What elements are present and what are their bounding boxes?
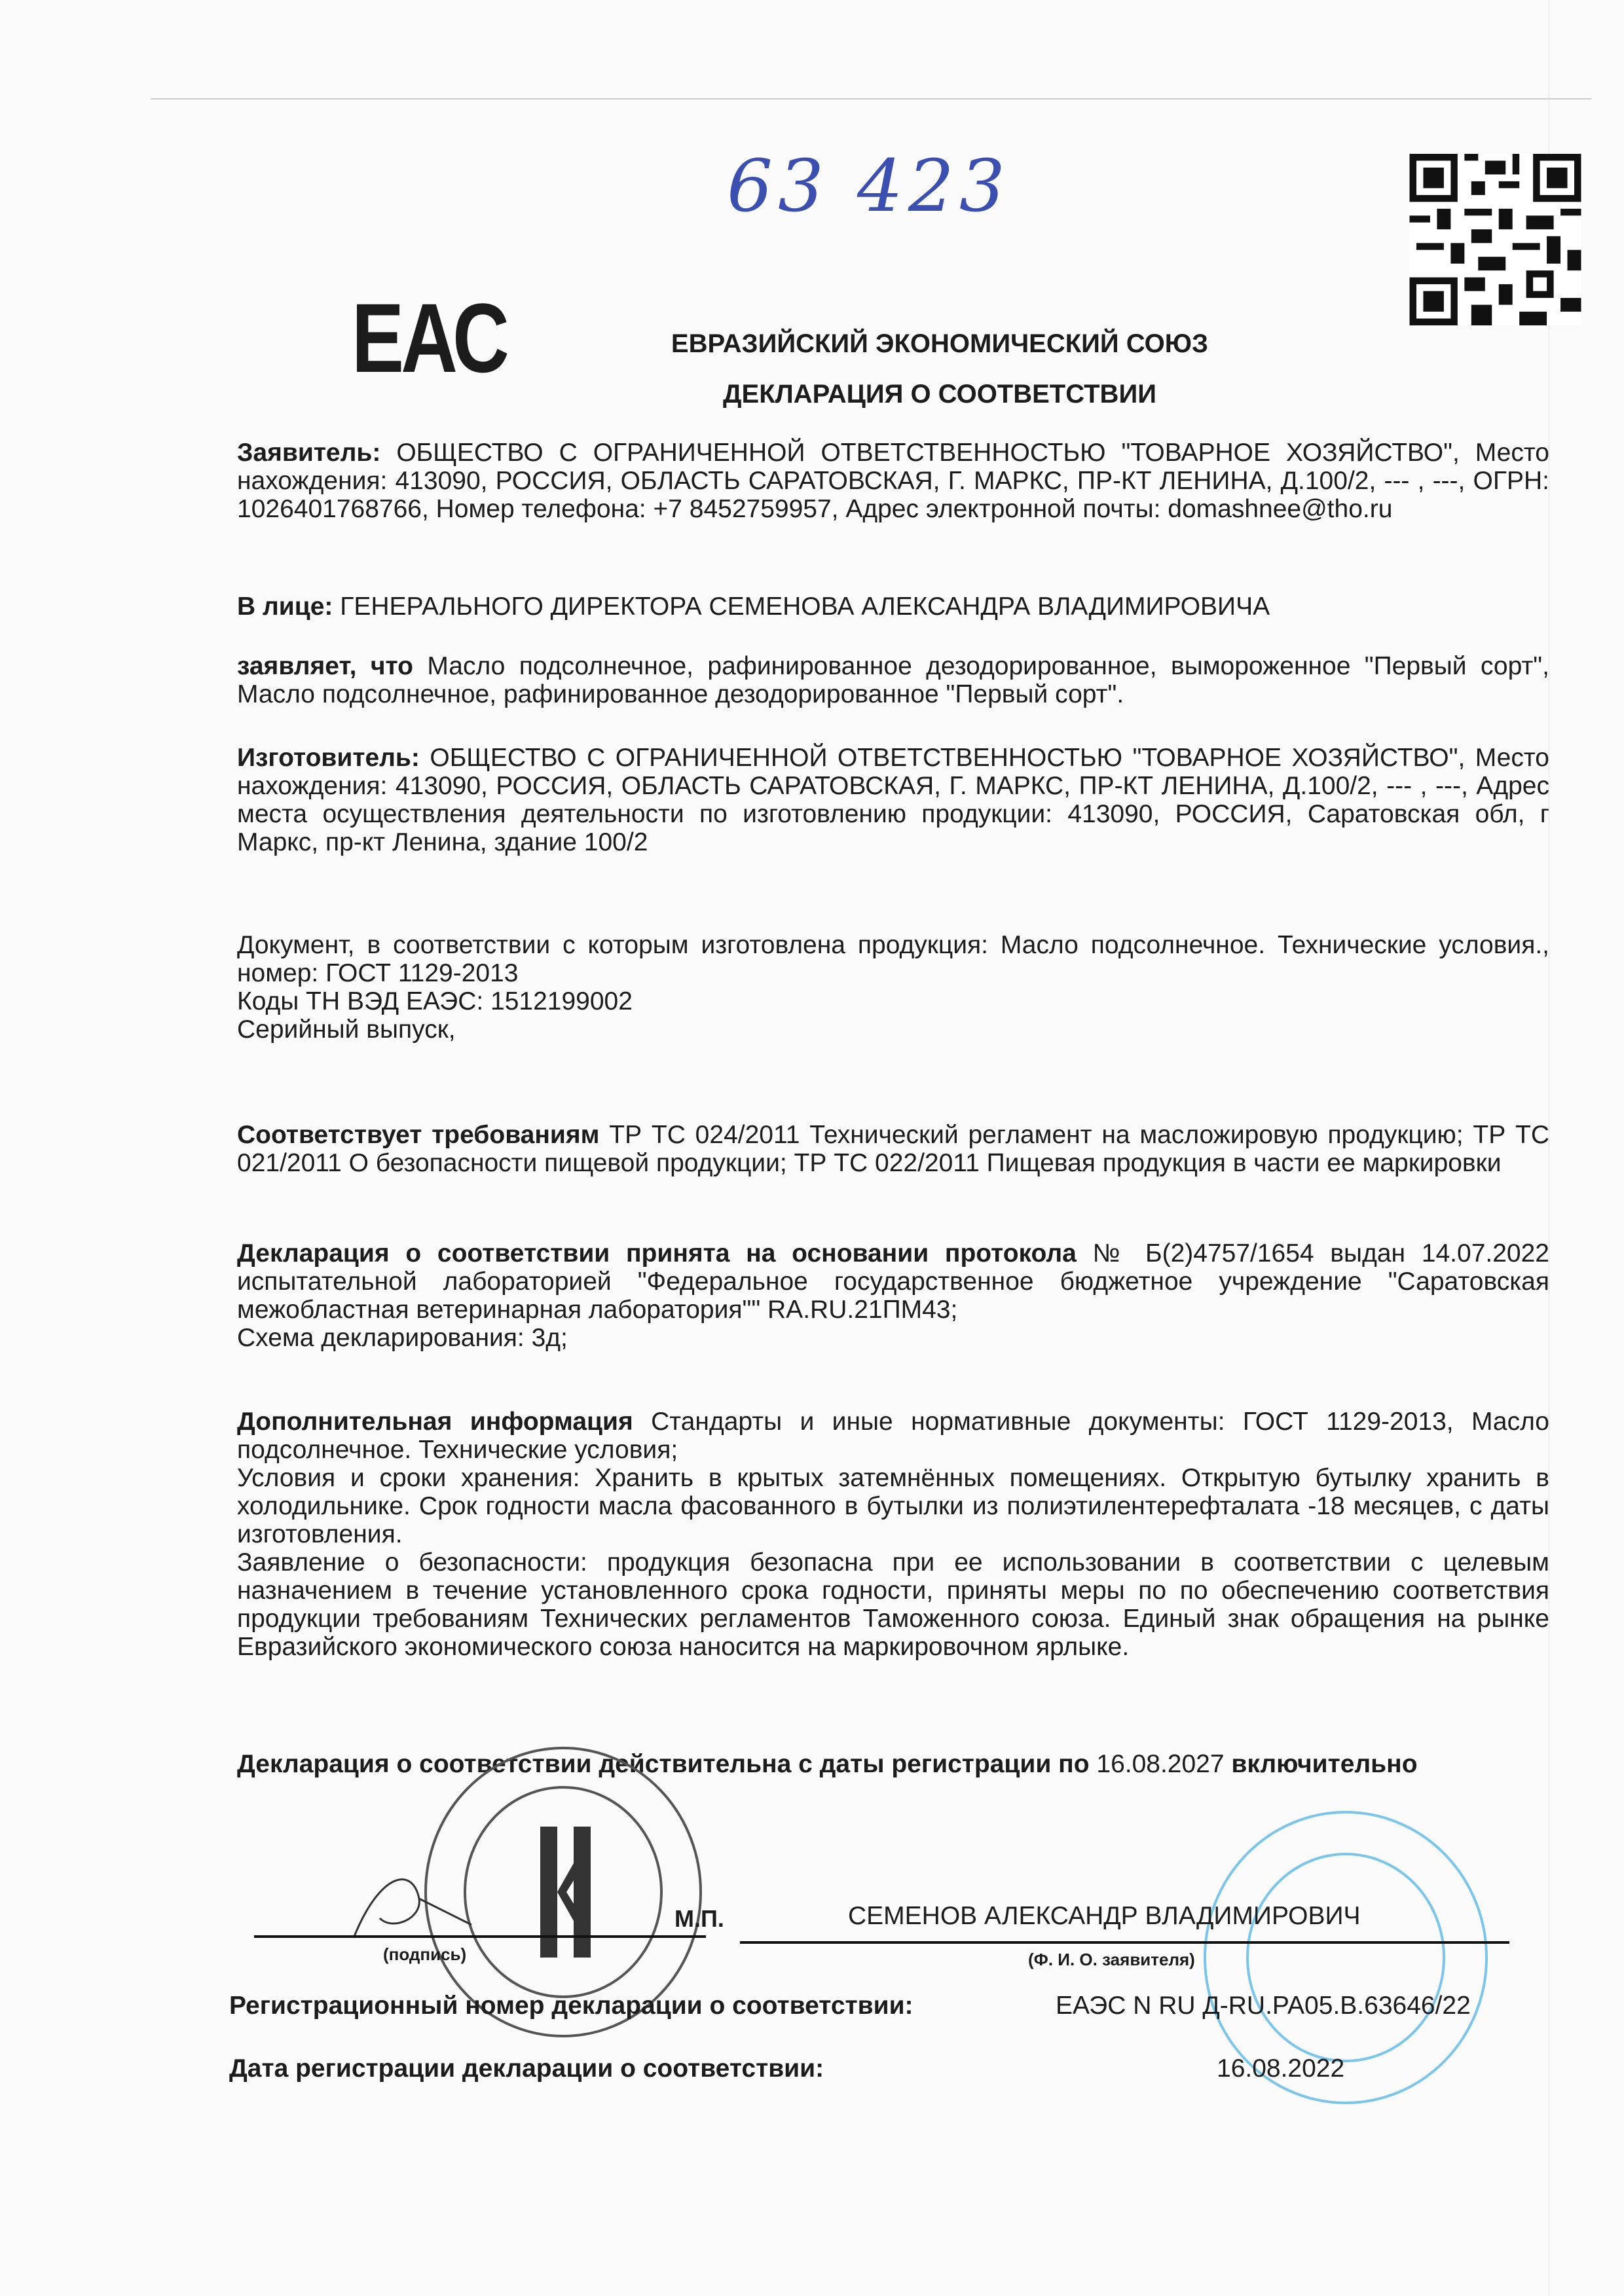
additional-section bbox=[237, 1408, 1549, 1661]
registration-date-label: Дата регистрации декларации о соответствии: bbox=[229, 2054, 824, 2083]
qr-code bbox=[1406, 154, 1585, 325]
validity-suffix: включительно bbox=[1231, 1750, 1418, 1778]
conforms-section bbox=[237, 1121, 1549, 1177]
name-caption: (Ф. И. О. заявителя) bbox=[1028, 1950, 1195, 1969]
document-basis: Документ, в соответствии с которым изготовлена продукция: Масло подсолнечное. Технические условия., номер: ГОСТ 1129-2013 bbox=[237, 931, 1549, 987]
applicant-text: ОБЩЕСТВО С ОГРАНИЧЕННОЙ ОТВЕТСТВЕННОСТЬЮ "ТОВАРНОЕ ХОЗЯЙСТВО", Место нахождения: 413090, РОССИЯ, ОБЛАСТЬ САРАТОВСКАЯ, Г. МАРКС, ПР-КТ ЛЕНИНА, Д.100/2, --- , ---, ОГРН: 1026401768766, Номер телефона: +7 8452759957, Адрес электронной почты: domashnee@tho.ru bbox=[237, 439, 1549, 523]
scan-edge-line bbox=[151, 98, 1591, 100]
signature-line bbox=[254, 1935, 706, 1938]
union-title: ЕВРАЗИЙСКИЙ ЭКОНОМИЧЕСКИЙ СОЮЗ bbox=[671, 329, 1209, 358]
storage-conditions: Условия и сроки хранения: Хранить в крытых затемнённых помещениях. Открытую бутылку хранить в холодильнике. Срок годности масла фасованного в бутылки из полиэтилентерефталата -18 месяцев, с даты изготовления. bbox=[237, 1464, 1549, 1548]
name-line bbox=[740, 1941, 1509, 1944]
applicant-name: СЕМЕНОВ АЛЕКСАНДР ВЛАДИМИРОВИЧ bbox=[848, 1902, 1361, 1930]
production-type: Серийный выпуск, bbox=[237, 1015, 456, 1044]
person-text: ГЕНЕРАЛЬНОГО ДИРЕКТОРА СЕМЕНОВА АЛЕКСАНДРА ВЛАДИМИРОВИЧА bbox=[340, 592, 1270, 621]
document-title: ДЕКЛАРАЦИЯ О СООТВЕТСТВИИ bbox=[723, 380, 1156, 409]
person-label: В лице: bbox=[237, 592, 333, 621]
conforms-text: ТР ТС 024/2011 Технический регламент на масложировую продукцию; ТР ТС 021/2011 О безопасности пищевой продукции; ТР ТС 022/2011 Пищевая продукция в части ее маркировки bbox=[237, 1121, 1549, 1177]
registration-number-label: Регистрационный номер декларации о соответствии: bbox=[229, 1992, 913, 2020]
seal-place-label: М.П. bbox=[674, 1905, 724, 1932]
person-section bbox=[237, 592, 1549, 621]
eac-logo: ЕАС bbox=[352, 283, 506, 393]
declares-section bbox=[237, 652, 1549, 708]
signature-caption: (подпись) bbox=[383, 1944, 467, 1964]
basis-label: Декларация о соответствии принята на основании протокола bbox=[237, 1239, 1077, 1267]
declaration-scheme: Схема декларирования: 3д; bbox=[237, 1324, 568, 1352]
document-section bbox=[237, 931, 1549, 1044]
additional-label: Дополнительная информация bbox=[237, 1408, 633, 1436]
applicant-label: Заявитель: bbox=[237, 439, 381, 467]
validity-date: 16.08.2027 bbox=[1096, 1750, 1225, 1778]
registration-date: 16.08.2022 bbox=[1217, 2054, 1345, 2083]
declares-label: заявляет, что bbox=[237, 652, 413, 680]
manufacturer-label: Изготовитель: bbox=[237, 744, 420, 772]
manufacturer-text: ОБЩЕСТВО С ОГРАНИЧЕННОЙ ОТВЕТСТВЕННОСТЬЮ "ТОВАРНОЕ ХОЗЯЙСТВО", Место нахождения: 413090, РОССИЯ, ОБЛАСТЬ САРАТОВСКАЯ, Г. МАРКС, ПР-КТ ЛЕНИНА, Д.100/2, --- , ---, Адрес места осуществления деятельности по изготовлению продукции: 413090, РОССИЯ, Саратовская обл, г Маркс, пр-кт Ленина, здание 100/2 bbox=[237, 744, 1549, 856]
registration-number: ЕАЭС N RU Д-RU.PA05.B.63646/22 bbox=[1056, 1992, 1471, 2020]
basis-text: № Б(2)4757/1654 выдан 14.07.2022 испытательной лабораторией "Федеральное государственное бюджетное учреждение "Саратовская межобластная ветеринарная лаборатория"" RA.RU.21ПМ43; bbox=[237, 1239, 1549, 1324]
handwritten-signature bbox=[341, 1859, 498, 1958]
conforms-label: Соответствует требованиям bbox=[237, 1121, 600, 1149]
handwritten-number: 63 423 bbox=[727, 144, 1010, 228]
additional-text: Стандарты и иные нормативные документы: ГОСТ 1129-2013, Масло подсолнечное. Технические условия; bbox=[237, 1408, 1549, 1464]
applicant-section bbox=[237, 439, 1549, 523]
hs-codes: Коды ТН ВЭД ЕАЭС: 1512199002 bbox=[237, 987, 633, 1015]
manufacturer-section bbox=[237, 744, 1549, 856]
declares-text: Масло подсолнечное, рафинированное дезодорированное, вымороженное "Первый сорт", Масло подсолнечное, рафинированное дезодорированное "Первый сорт". bbox=[237, 652, 1549, 708]
validity-prefix: Декларация о соответствии действительна с даты регистрации по bbox=[237, 1750, 1090, 1778]
basis-section bbox=[237, 1239, 1549, 1352]
safety-statement: Заявление о безопасности: продукция безопасна при ее использовании в соответствии с целевым назначением в течение установленного срока годности, приняты меры по по обеспечению соответствия продукции требованиям Технических регламентов Таможенного союза. Единый знак обращения на рынке Евразийского экономического союза наносится на маркировочном ярлыке. bbox=[237, 1548, 1549, 1661]
